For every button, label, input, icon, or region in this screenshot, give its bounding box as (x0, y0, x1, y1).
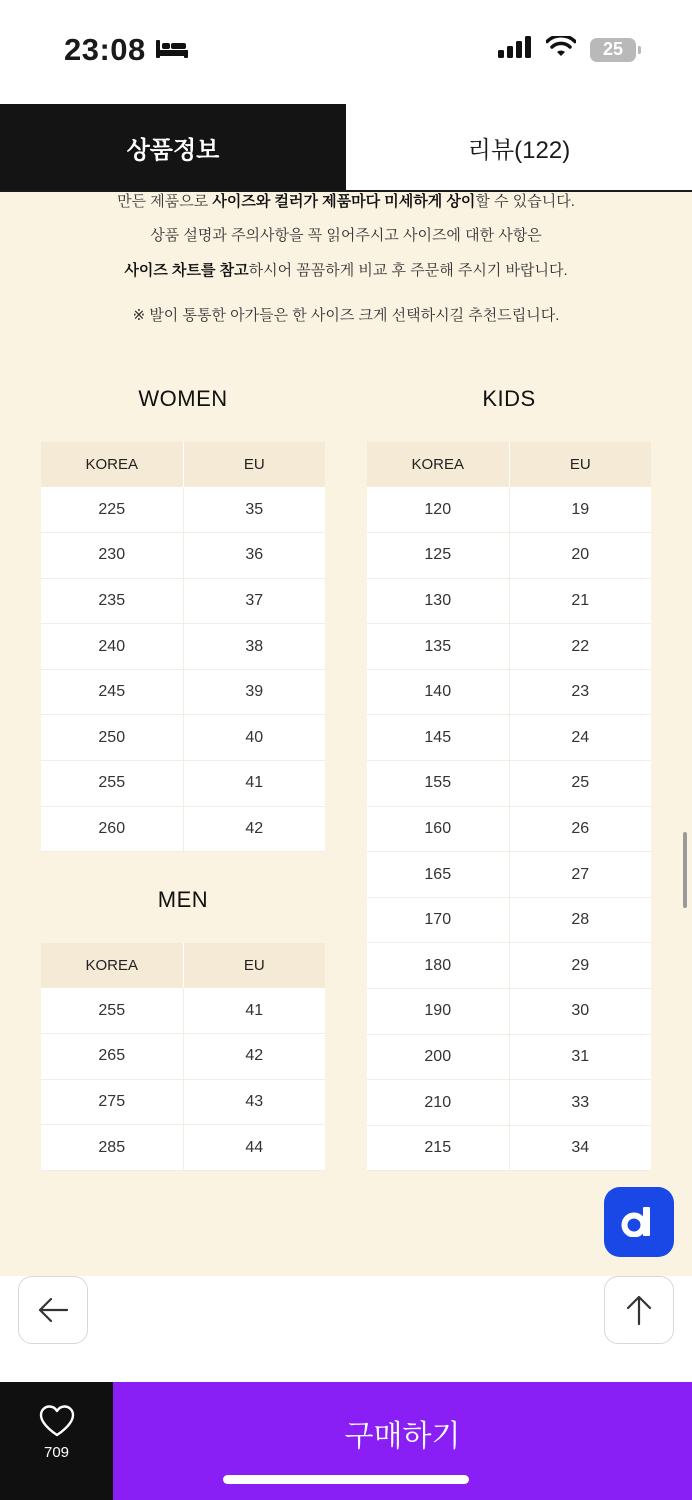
korea-size-cell: 275 (41, 1079, 183, 1125)
buy-button-label: 구매하기 (344, 1420, 461, 1453)
eu-size-cell: 21 (509, 578, 651, 624)
column-header: EU (183, 943, 325, 988)
table-row (41, 669, 325, 715)
eu-size-cell: 43 (183, 1079, 325, 1125)
table-row (41, 988, 325, 1034)
eu-size-cell: 30 (509, 989, 651, 1035)
table-row (367, 624, 651, 670)
column-header: EU (509, 442, 651, 487)
men-table-body (41, 988, 325, 1170)
product-detail-content (0, 192, 692, 1276)
eu-size-cell: 25 (509, 761, 651, 807)
table-row (41, 1079, 325, 1125)
table-row (367, 852, 651, 898)
table-row (367, 1080, 651, 1126)
battery-level: 25 (602, 39, 624, 59)
kids-table-body (367, 487, 651, 1171)
men-size-table (41, 943, 325, 1171)
korea-size-cell: 165 (367, 852, 509, 898)
korea-size-cell: 155 (367, 761, 509, 807)
table-row (41, 578, 325, 624)
korea-size-cell: 180 (367, 943, 509, 989)
korea-size-cell: 215 (367, 1125, 509, 1171)
table-row (367, 487, 651, 533)
table-row (367, 989, 651, 1035)
eu-size-cell: 22 (509, 624, 651, 670)
eu-size-cell: 37 (183, 578, 325, 624)
korea-size-cell: 260 (41, 806, 183, 852)
back-button[interactable] (18, 1276, 88, 1344)
korea-size-cell: 255 (41, 988, 183, 1034)
tab-reviews-label: 리뷰(122) (467, 136, 571, 164)
notice-text: 상품 설명과 주의사항을 꼭 읽어주시고 사이즈에 대한 사항은 (150, 227, 542, 244)
status-time-group (64, 32, 188, 68)
eu-size-cell: 39 (183, 669, 325, 715)
korea-size-cell: 200 (367, 1034, 509, 1080)
table-row (41, 715, 325, 761)
korea-size-cell: 160 (367, 806, 509, 852)
eu-size-cell: 27 (509, 852, 651, 898)
cellular-signal-icon (498, 36, 532, 63)
status-bar (0, 0, 692, 104)
notice-line-4 (0, 304, 692, 325)
eu-size-cell: 24 (509, 715, 651, 761)
table-header-row (41, 943, 325, 988)
notice-text: 만든 제품으로 (117, 193, 213, 210)
men-section-title: MEN (157, 887, 209, 912)
column-header: KOREA (41, 943, 183, 988)
eu-size-cell: 38 (183, 624, 325, 670)
battery-indicator (590, 38, 636, 62)
eu-size-cell: 35 (183, 487, 325, 533)
korea-size-cell: 240 (41, 624, 183, 670)
korea-size-cell: 255 (41, 761, 183, 807)
eu-size-cell: 42 (183, 1034, 325, 1080)
table-row (41, 624, 325, 670)
status-indicators (498, 36, 636, 63)
korea-size-cell: 135 (367, 624, 509, 670)
table-row (367, 806, 651, 852)
korea-size-cell: 120 (367, 487, 509, 533)
eu-size-cell: 36 (183, 533, 325, 579)
eu-size-cell: 41 (183, 988, 325, 1034)
eu-size-cell: 31 (509, 1034, 651, 1080)
korea-size-cell: 245 (41, 669, 183, 715)
like-count: 709 (43, 1444, 70, 1461)
korea-size-cell: 250 (41, 715, 183, 761)
bed-icon (156, 32, 188, 68)
korea-size-cell: 125 (367, 533, 509, 579)
table-row (367, 897, 651, 943)
scroll-to-top-button[interactable] (604, 1276, 674, 1344)
heart-icon (38, 1404, 76, 1438)
table-row (41, 761, 325, 807)
korea-size-cell: 145 (367, 715, 509, 761)
tab-product-info-label: 상품정보 (126, 136, 220, 164)
notice-line-3 (0, 259, 692, 280)
korea-size-cell: 225 (41, 487, 183, 533)
arrow-left-icon (37, 1296, 69, 1324)
product-tabs (0, 104, 692, 192)
korea-size-cell: 265 (41, 1034, 183, 1080)
table-row (367, 533, 651, 579)
column-header: KOREA (367, 442, 509, 487)
tab-reviews[interactable] (346, 104, 692, 190)
notice-bold-text: 사이즈 차트를 참고 (124, 262, 249, 279)
page-nav-area (0, 1276, 692, 1382)
d-logo-icon (621, 1207, 657, 1237)
scrollbar-thumb[interactable] (683, 832, 687, 908)
table-row (367, 1034, 651, 1080)
eu-size-cell: 20 (509, 533, 651, 579)
eu-size-cell: 28 (509, 897, 651, 943)
women-size-table (41, 442, 325, 852)
kids-size-table (367, 442, 651, 1171)
table-row (41, 1125, 325, 1171)
home-indicator[interactable] (223, 1475, 469, 1484)
notice-bold-text: 사이즈와 컬러가 제품마다 미세하게 상이 (212, 193, 476, 210)
eu-size-cell: 26 (509, 806, 651, 852)
table-row (41, 487, 325, 533)
eu-size-cell: 41 (183, 761, 325, 807)
notice-line-1 (0, 192, 692, 211)
notice-text: 하시어 꼼꼼하게 비교 후 주문해 주시기 바랍니다. (248, 262, 568, 279)
eu-size-cell: 34 (509, 1125, 651, 1171)
eu-size-cell: 42 (183, 806, 325, 852)
column-header: KOREA (41, 442, 183, 487)
notice-text: ※ 발이 통통한 아가들은 한 사이즈 크게 선택하시길 추천드립니다. (132, 307, 560, 324)
arrow-up-icon (625, 1294, 653, 1326)
korea-size-cell: 170 (367, 897, 509, 943)
korea-size-cell: 235 (41, 578, 183, 624)
korea-size-cell: 230 (41, 533, 183, 579)
notice-text: 할 수 있습니다. (475, 193, 575, 210)
korea-size-cell: 190 (367, 989, 509, 1035)
table-row (367, 715, 651, 761)
women-section-title: WOMEN (138, 386, 228, 411)
eu-size-cell: 40 (183, 715, 325, 761)
korea-size-cell: 130 (367, 578, 509, 624)
eu-size-cell: 44 (183, 1125, 325, 1171)
korea-size-cell: 140 (367, 669, 509, 715)
eu-size-cell: 29 (509, 943, 651, 989)
notice-line-2 (0, 224, 692, 245)
kids-section-title: KIDS (482, 386, 536, 411)
eu-size-cell: 33 (509, 1080, 651, 1126)
korea-size-cell: 210 (367, 1080, 509, 1126)
wifi-icon (546, 36, 576, 63)
table-row (367, 669, 651, 715)
table-row (367, 578, 651, 624)
table-header-row (367, 442, 651, 487)
eu-size-cell: 19 (509, 487, 651, 533)
like-button[interactable] (0, 1382, 113, 1500)
d-logo-button[interactable] (604, 1187, 674, 1257)
women-table-body (41, 487, 325, 852)
table-row (41, 806, 325, 852)
table-row (367, 943, 651, 989)
table-row (367, 761, 651, 807)
table-row (367, 1125, 651, 1171)
status-time: 23:08 (64, 32, 146, 67)
table-row (41, 533, 325, 579)
tab-product-info[interactable] (0, 104, 346, 190)
korea-size-cell: 285 (41, 1125, 183, 1171)
eu-size-cell: 23 (509, 669, 651, 715)
table-header-row (41, 442, 325, 487)
column-header: EU (183, 442, 325, 487)
table-row (41, 1034, 325, 1080)
